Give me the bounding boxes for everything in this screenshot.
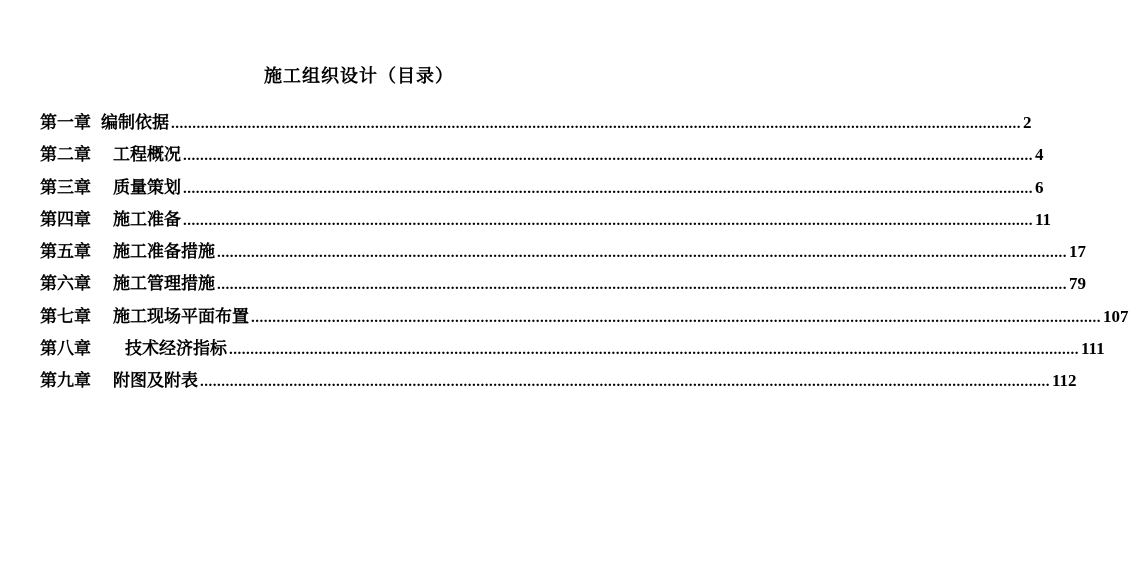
toc-leader-dots: ........................................................................................................................................................................................................ xyxy=(217,277,1067,294)
toc-page-number: 6 xyxy=(1035,177,1044,197)
toc-chapter-title: 附图及附表 xyxy=(113,371,198,392)
toc-chapter-number: 第五章 xyxy=(40,242,91,263)
toc-page-number: 112 xyxy=(1052,371,1077,391)
toc-entry[interactable] xyxy=(40,237,1086,269)
toc-chapter-number: 第四章 xyxy=(40,209,91,230)
toc-entry[interactable] xyxy=(40,366,1077,398)
toc-leader-dots: ........................................................................................................................................................................................................ xyxy=(200,374,1050,391)
toc-leader-dots: ........................................................................................................................................................................................................ xyxy=(183,180,1033,197)
toc-page-number: 17 xyxy=(1069,242,1086,262)
toc-entry[interactable] xyxy=(40,140,1044,172)
toc-leader-dots: ........................................................................................................................................................................................................ xyxy=(217,245,1067,262)
toc-chapter-title: 编制依据 xyxy=(101,113,169,133)
toc-leader-dots: ........................................................................................................................................................................................................ xyxy=(183,148,1033,165)
toc-entry[interactable] xyxy=(40,205,1052,237)
toc-chapter-number: 第九章 xyxy=(40,371,91,392)
toc-chapter-number: 第六章 xyxy=(40,274,91,295)
toc-chapter-title: 施工准备措施 xyxy=(113,242,215,263)
toc-chapter-number: 第八章 xyxy=(40,339,91,360)
toc-entry[interactable] xyxy=(40,173,1044,205)
toc-page-number: 107 xyxy=(1103,306,1129,326)
toc-page-number: 11 xyxy=(1035,209,1052,229)
toc-chapter-number: 第二章 xyxy=(40,145,91,166)
toc-chapter-title: 技术经济指标 xyxy=(125,339,227,360)
toc-chapter-number: 第一章 xyxy=(40,113,91,133)
toc-chapter-title: 施工现场平面布置 xyxy=(113,306,249,327)
toc-page-number: 111 xyxy=(1081,339,1105,359)
toc-chapter-title: 质量策划 xyxy=(113,177,181,198)
toc-leader-dots: ........................................................................................................................................................................................................ xyxy=(229,342,1079,359)
table-of-contents xyxy=(40,108,1129,399)
toc-chapter-title: 施工管理措施 xyxy=(113,274,215,295)
toc-entry[interactable] xyxy=(40,334,1105,366)
toc-entry[interactable] xyxy=(40,108,1032,140)
toc-leader-dots: ........................................................................................................................................................................................................ xyxy=(171,116,1021,132)
toc-chapter-title: 施工准备 xyxy=(113,209,181,230)
toc-page-number: 79 xyxy=(1069,274,1086,294)
toc-page-number: 4 xyxy=(1035,145,1044,165)
toc-chapter-number: 第七章 xyxy=(40,306,91,327)
toc-leader-dots: ........................................................................................................................................................................................................ xyxy=(183,212,1033,229)
toc-entry[interactable] xyxy=(40,269,1086,301)
toc-entry[interactable] xyxy=(40,302,1129,334)
toc-chapter-title: 工程概况 xyxy=(113,145,181,166)
toc-leader-dots: ........................................................................................................................................................................................................ xyxy=(251,309,1101,326)
toc-page-number: 2 xyxy=(1023,113,1032,132)
toc-chapter-number: 第三章 xyxy=(40,177,91,198)
document-title: 施工组织设计（目录） xyxy=(264,66,454,87)
